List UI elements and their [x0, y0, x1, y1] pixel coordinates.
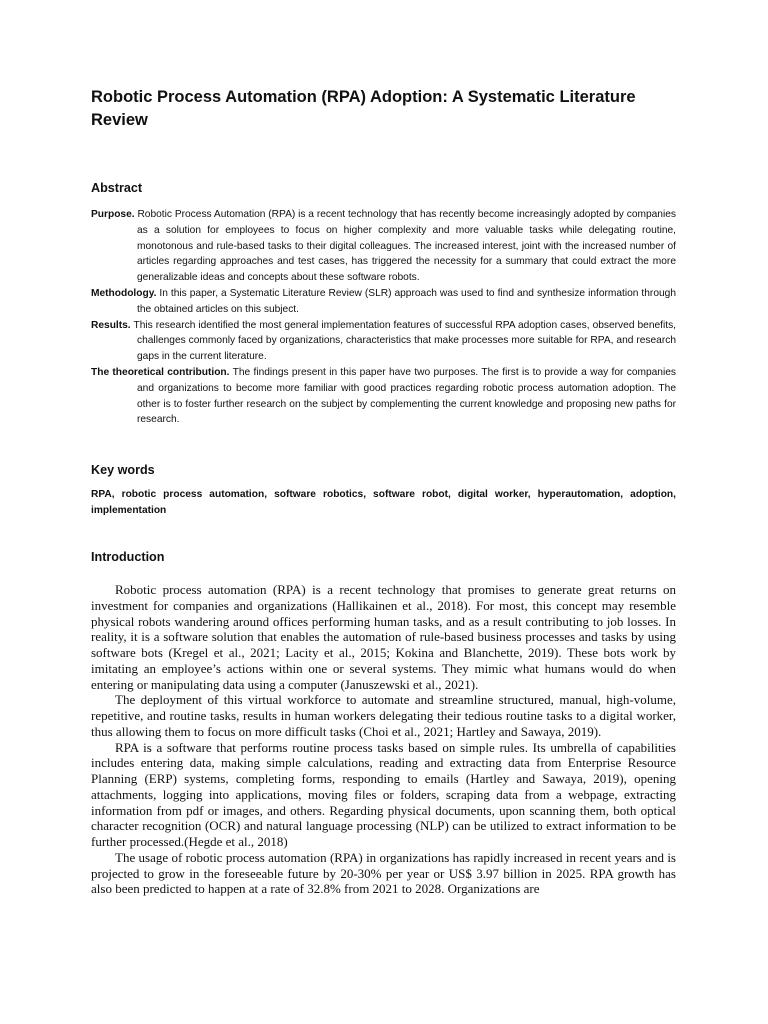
- abstract-label: Methodology.: [91, 287, 157, 299]
- intro-paragraph: RPA is a software that performs routine process tasks based on simple rules. Its umbrella of capabilities includes entering data, making simple calculations, reading and extracting data from Enterprise Resource Planning (ERP) systems, completing forms, responding to emails (Hartley and Sawaya, 2019), opening attachments, logging into applications, moving files or folders, scraping data from a webpage, extracting information from pdf or images, and others. Regarding physical documents, upon scanning them, both optical character recognition (OCR) and natural language processing (NLP) can be utilized to extract information to be further processed.(Hegde et al., 2018): [91, 739, 676, 849]
- keywords-heading: Key words: [91, 463, 155, 477]
- intro-paragraph: The deployment of this virtual workforce to automate and streamline structured, manual, high-volume, repetitive, and routine tasks, results in human workers delegating their tedious routine tasks to a digital worker, thus allowing them to focus on more difficult tasks (Choi et al., 2021; Hartley and Sawaya, 2019).: [91, 692, 676, 739]
- abstract-heading: Abstract: [91, 181, 143, 195]
- abstract-purpose: [91, 207, 676, 286]
- abstract-text: This research identified the most general implementation features of successful RPA adoption cases, observed benefits, challenges commonly faced by organizations, characteristics that make processes more suitable for RPA, and research gaps in the current literature.: [130, 319, 676, 363]
- abstract-label: The theoretical contribution.: [91, 366, 230, 378]
- abstract-methodology: [91, 286, 676, 318]
- abstract-results: [91, 318, 676, 365]
- paper-title: Robotic Process Automation (RPA) Adoption: A Systematic Literature Review: [91, 88, 636, 129]
- abstract-contribution: [91, 365, 676, 428]
- abstract-text: The findings present in this paper have two purposes. The first is to provide a way for companies and organizations to become more familiar with good practices regarding robotic process automation adoption. The other is to foster further research on the subject by complementing the current knowledge and proposing new paths for research.: [137, 366, 676, 426]
- introduction-heading: Introduction: [91, 550, 165, 564]
- abstract-body: [91, 207, 676, 428]
- introduction-body: [91, 582, 676, 897]
- abstract-text: Robotic Process Automation (RPA) is a recent technology that has recently become increasingly adopted by companies as a solution for employees to focus on higher complexity and more valuable tasks while delegating routine, monotonous and rule-based tasks to their digital colleagues. The increased interest, joint with the increased number of articles regarding approaches and test cases, has triggered the necessity for a summary that could extract the more generalizable ideas and concepts about these software robots.: [134, 209, 676, 284]
- abstract-label: Purpose.: [91, 209, 135, 220]
- keywords-list: RPA, robotic process automation, software robotics, software robot, digital worker, hyperautomation, adoption, implementation: [91, 489, 676, 516]
- intro-paragraph: The usage of robotic process automation (RPA) in organizations has rapidly increased in recent years and is projected to grow in the foreseeable future by 20-30% per year or US$ 3.97 billion in 2025. RPA growth has also been predicted to happen at a rate of 32.8% from 2021 to 2028. Organizations are: [91, 849, 676, 897]
- abstract-label: Results.: [91, 319, 131, 331]
- intro-paragraph: Robotic process automation (RPA) is a recent technology that promises to generate great returns on investment for companies and organizations (Hallikainen et al., 2018). For most, this concept may resemble physical robots wandering around offices performing human tasks, and as a result contributing to job losses. In reality, it is a software solution that enables the automation of rule-based business processes and tasks by using software bots (Kregel et al., 2021; Lacity et al., 2015; Kokina and Blanchette, 2019). These bots work by imitating an employee’s actions within one or several systems. They mimic what humans would do when entering or manipulating data using a computer (Januszewski et al., 2021).: [91, 582, 676, 692]
- abstract-text: In this paper, a Systematic Literature Review (SLR) approach was used to find and synthesize information through the obtained articles on this subject.: [137, 287, 676, 315]
